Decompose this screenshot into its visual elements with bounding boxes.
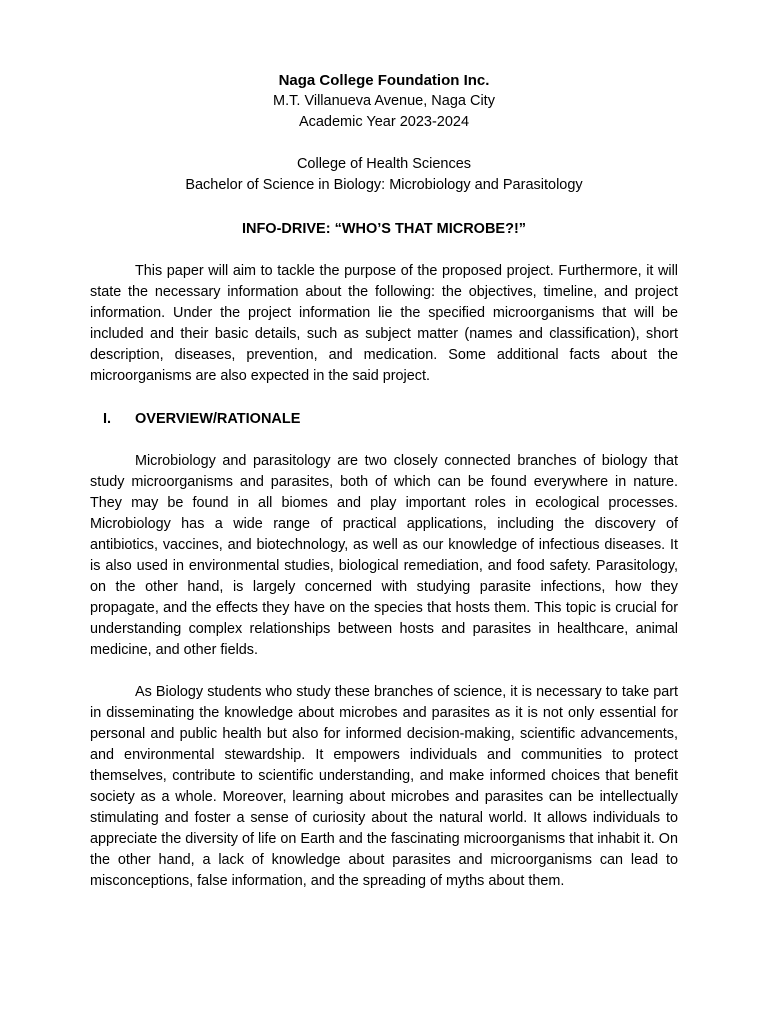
document-title: INFO-DRIVE: “WHO’S THAT MICROBE?!” bbox=[241, 221, 527, 237]
institution-address: M.T. Villanueva Avenue, Naga City bbox=[273, 93, 495, 109]
section-number: I. bbox=[103, 411, 112, 427]
header-spacer bbox=[90, 133, 678, 154]
section-title: OVERVIEW/RATIONALE bbox=[135, 411, 301, 427]
academic-year: Academic Year 2023-2024 bbox=[298, 114, 470, 130]
college-name: College of Health Sciences bbox=[296, 156, 472, 172]
section-heading bbox=[103, 409, 300, 430]
institution-name: Naga College Foundation Inc. bbox=[278, 72, 490, 89]
intro-paragraph: This paper will aim to tackle the purpose of the proposed project. Furthermore, it will state the necessary information about the following: the objectives, timeline, and project information. Under the project information lie the specified microorganisms that will be included and their basic details, such as subject matter (names and classification), short description, diseases, prevention, and medication. Some additional facts about the microorganisms are also expected in the said project. bbox=[90, 263, 678, 384]
rationale-paragraph-1: Microbiology and parasitology are two closely connected branches of biology that study microorganisms and parasites, both of which can be found everywhere in nature. They may be found in all biomes and play important roles in ecological processes. Microbiology has a wide range of practical applications, including the discovery of antibiotics, vaccines, and biotechnology, as well as our knowledge of infectious diseases. It is also used in environmental studies, biological remediation, and food safety. Parasitology, on the other hand, is largely concerned with studying parasite infections, how they propagate, and the effects they have on the species that hosts them. This topic is crucial for understanding complex relationships between hosts and parasites in healthcare, animal medicine, and other fields. bbox=[90, 453, 678, 658]
program-name: Bachelor of Science in Biology: Microbiology and Parasitology bbox=[185, 177, 583, 193]
document-header bbox=[90, 70, 678, 196]
rationale-paragraph-2: As Biology students who study these branches of science, it is necessary to take part in disseminating the knowledge about microbes and parasites as it is not only essential for personal and public health but also for informed decision-making, scientific advancements, and environmental stewardship. It empowers individuals and communities to protect themselves, contribute to scientific understanding, and make informed choices that benefit society as a whole. Moreover, learning about microbes and parasites can be intellectually stimulating and foster a sense of curiosity about the natural world. It allows individuals to appreciate the diversity of life on Earth and the fascinating microorganisms that inhabit it. On the other hand, a lack of knowledge about parasites and microorganisms can lead to misconceptions, false information, and the spreading of myths about them. bbox=[90, 684, 678, 889]
